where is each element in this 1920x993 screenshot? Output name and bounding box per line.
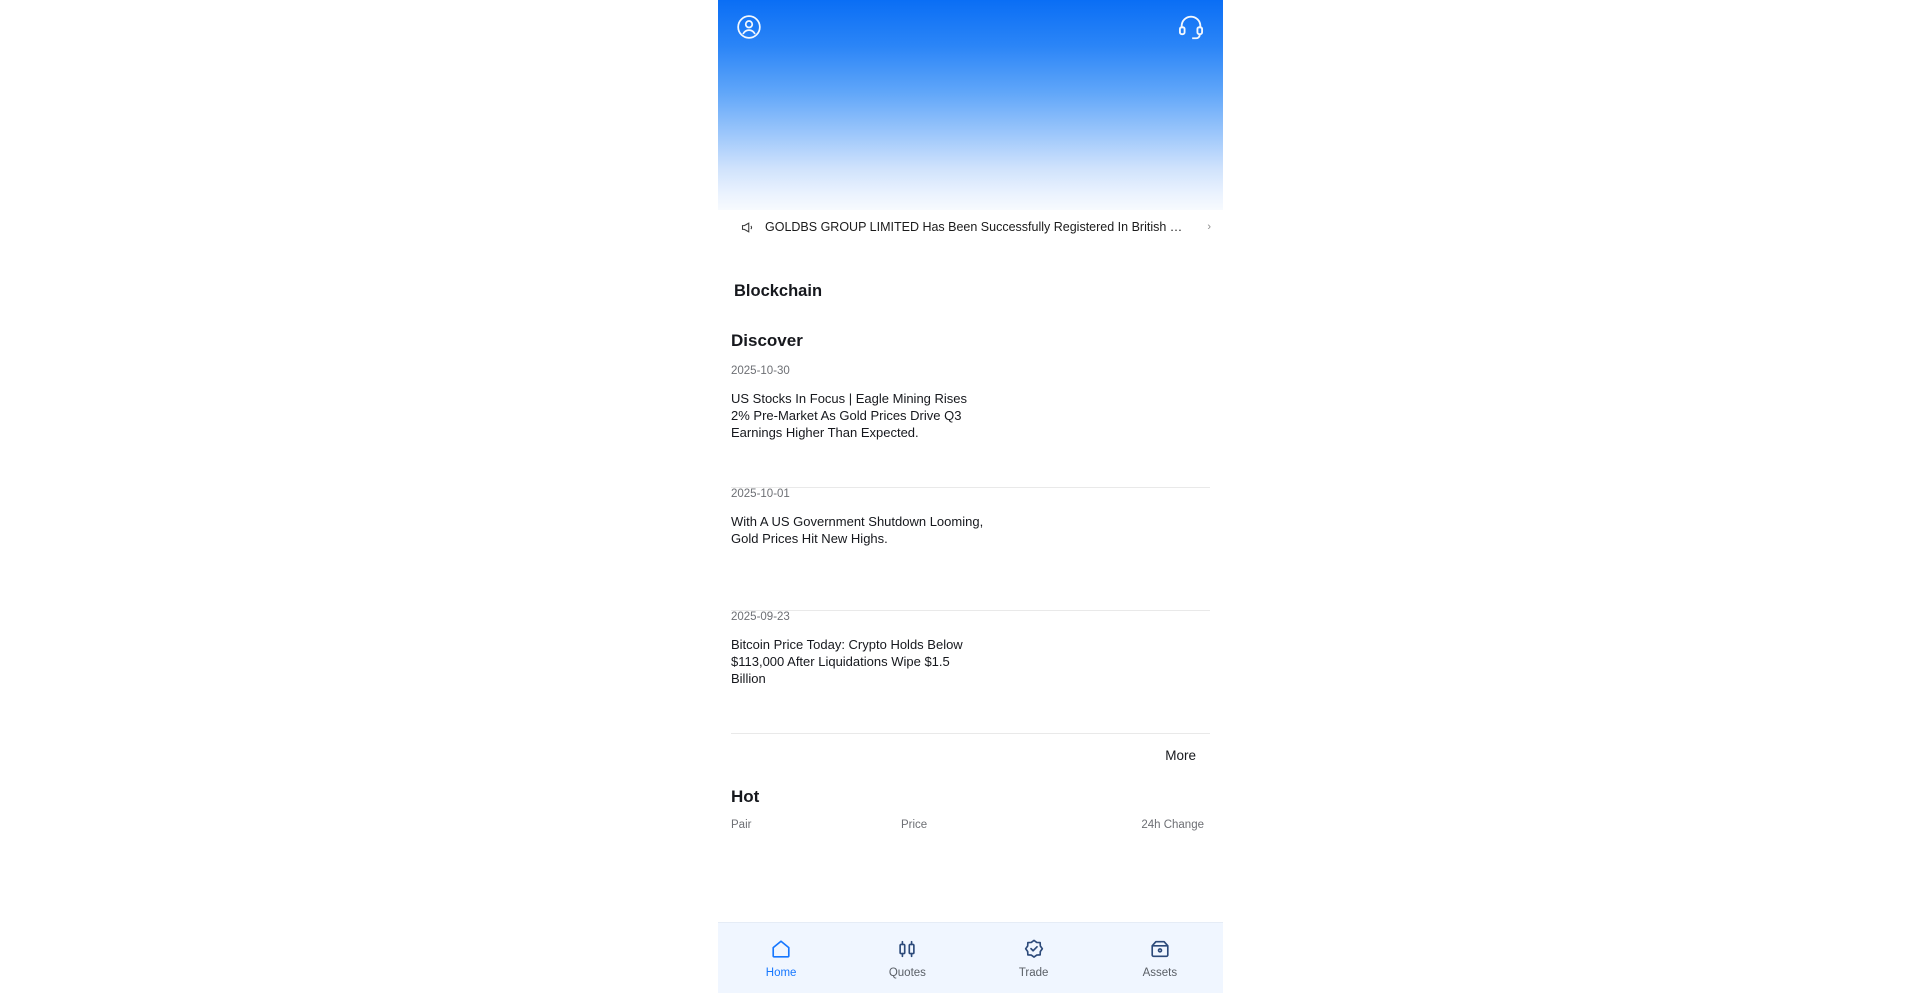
tab-label-quotes: Quotes: [888, 966, 926, 979]
column-header-change: 24h Change: [1141, 819, 1204, 831]
news-headline: US Stocks In Focus | Eagle Mining Rises 2% Pre-Market As Gold Prices Drive Q3 Earnings Higher Than Expected.: [731, 391, 968, 440]
trade-exchange-icon: [1023, 938, 1045, 960]
home-icon: [770, 938, 792, 960]
tab-trade[interactable]: [971, 923, 1097, 993]
news-date: 2025-10-01: [731, 488, 790, 500]
news-list: [731, 365, 1210, 734]
news-date: 2025-10-30: [731, 365, 790, 377]
hot-section: [718, 787, 1223, 831]
bottom-tab-bar: [718, 922, 1223, 993]
announcement-text: GOLDBS GROUP LIMITED Has Been Successfully Registered In British …: [765, 220, 1183, 234]
news-headline: Bitcoin Price Today: Crypto Holds Below $113,000 After Liquidations Wipe $1.5 Billion: [731, 637, 963, 686]
section-tab-blockchain[interactable]: Blockchain: [734, 282, 823, 300]
more-row: [731, 734, 1210, 763]
phone-viewport: [718, 0, 1223, 993]
list-item[interactable]: [731, 365, 1210, 488]
list-item[interactable]: [731, 611, 1210, 734]
wallet-icon: [1149, 938, 1171, 960]
chart-bars-icon: [896, 938, 918, 960]
hot-table-header: [731, 819, 1210, 831]
hot-title: Hot: [731, 787, 760, 806]
tab-assets[interactable]: [1097, 923, 1223, 993]
account-circle-icon[interactable]: [736, 14, 762, 45]
column-header-price: Price: [901, 819, 928, 831]
headset-icon[interactable]: [1177, 12, 1205, 45]
news-date: 2025-09-23: [731, 611, 790, 623]
list-item[interactable]: [731, 488, 1210, 611]
chevron-right-icon: ›: [1207, 221, 1211, 233]
news-headline: With A US Government Shutdown Looming, Gold Prices Hit New Highs.: [731, 514, 984, 546]
tab-home[interactable]: [718, 923, 844, 993]
tab-label-home: Home: [765, 966, 797, 979]
tab-label-assets: Assets: [1142, 966, 1178, 979]
megaphone-icon: [740, 220, 755, 235]
more-link[interactable]: More: [1165, 748, 1196, 763]
tab-quotes[interactable]: [844, 923, 970, 993]
discover-section: [718, 331, 1223, 763]
announcement-bar[interactable]: [718, 210, 1223, 244]
column-header-pair: Pair: [731, 819, 752, 831]
discover-title: Discover: [731, 331, 803, 350]
hero-banner: [718, 0, 1223, 210]
tab-label-trade: Trade: [1018, 966, 1049, 979]
